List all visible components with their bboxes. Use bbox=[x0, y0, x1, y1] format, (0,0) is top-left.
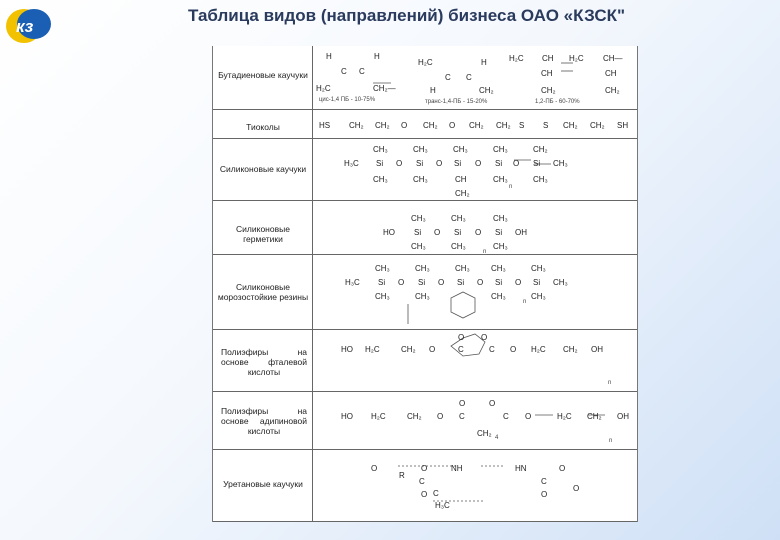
formula-atom: CH₃ bbox=[415, 264, 430, 273]
formula-atom: Si bbox=[495, 278, 503, 287]
formula-atom: HO bbox=[341, 412, 353, 421]
formula-atom: HN bbox=[515, 464, 527, 473]
logo-text: кз bbox=[16, 17, 34, 36]
formula-atom: SH bbox=[617, 121, 629, 130]
row-label-urethane: Уретановые каучуки bbox=[223, 479, 303, 489]
formula-atom: CH₃ bbox=[413, 175, 428, 184]
formula-atom: CH₂ bbox=[401, 345, 416, 354]
formula-atom: CH₂ bbox=[533, 145, 548, 154]
formula-atom: O bbox=[449, 121, 456, 130]
formula-atom: C bbox=[341, 67, 347, 76]
formula-atom: O bbox=[421, 464, 428, 473]
formula-atom: O bbox=[429, 345, 436, 354]
formula-atom: CH bbox=[605, 69, 617, 78]
formula-atom: H bbox=[326, 52, 332, 61]
formula-atom: O bbox=[371, 464, 378, 473]
formula-atom: H₃C bbox=[435, 501, 450, 510]
formula-atom: C bbox=[419, 477, 425, 486]
subscript-n: n bbox=[609, 438, 613, 444]
formula-atom: H₂C bbox=[371, 412, 386, 421]
formula-atom: CH₃ bbox=[533, 175, 548, 184]
subscript-n: n bbox=[608, 380, 612, 386]
formula-atom: C bbox=[458, 345, 464, 354]
column-divider bbox=[312, 391, 313, 449]
formula-atom: C bbox=[359, 67, 365, 76]
formula-atom: S bbox=[519, 121, 525, 130]
formula-atom: CH₂ bbox=[423, 121, 438, 130]
column-divider bbox=[312, 109, 313, 138]
row-divider bbox=[213, 449, 637, 450]
formula-atom: CH₃ bbox=[373, 145, 388, 154]
formula-atom: CH₂ bbox=[496, 121, 511, 130]
formula-atom: CH₃ bbox=[531, 264, 546, 273]
formula-atom: Si bbox=[495, 159, 503, 168]
formula-atom: CH₃ bbox=[411, 242, 426, 251]
formula-atom: CH₃ bbox=[493, 214, 508, 223]
formula-atom: O bbox=[515, 278, 522, 287]
formula-atom: O bbox=[437, 412, 444, 421]
formula-atom: CH₃ bbox=[451, 214, 466, 223]
formula-atom: HO bbox=[383, 228, 395, 237]
formula-atom: O bbox=[489, 399, 496, 408]
formula-atom: H bbox=[481, 58, 487, 67]
column-divider bbox=[312, 138, 313, 254]
formula-atom: Si bbox=[533, 159, 541, 168]
formula-atom: O bbox=[398, 278, 405, 287]
formula-atom: CH₂ bbox=[455, 189, 470, 198]
formula-atom: CH bbox=[455, 175, 467, 184]
formula-atom: C bbox=[466, 73, 472, 82]
subscript-n: n bbox=[523, 299, 527, 305]
formula-atom: O bbox=[481, 333, 488, 342]
formula-atom: CH— bbox=[603, 54, 623, 63]
row-divider bbox=[213, 254, 637, 255]
formula-atom: CH₃ bbox=[373, 175, 388, 184]
formula-atom: CH₃ bbox=[493, 175, 508, 184]
isomer-note: транс-1,4-ПБ - 15-20% bbox=[425, 99, 488, 105]
formula-atom: O bbox=[513, 159, 520, 168]
formula-atom: O bbox=[541, 490, 548, 499]
formula-atom: O bbox=[475, 228, 482, 237]
formula-atom: CH₃ bbox=[531, 292, 546, 301]
row-divider bbox=[213, 521, 637, 522]
column-divider bbox=[312, 46, 313, 109]
formula-atom: CH₃ bbox=[375, 292, 390, 301]
formula-atom: CH₃ bbox=[553, 159, 568, 168]
formula-atom: CH₂ bbox=[469, 121, 484, 130]
formula-atom: O bbox=[459, 399, 466, 408]
formula-atom: H bbox=[430, 86, 436, 95]
formula-atom: Si bbox=[533, 278, 541, 287]
formula-atom: CH₃ bbox=[411, 214, 426, 223]
formula-atom: O bbox=[438, 278, 445, 287]
formula-atom: CH₂ bbox=[563, 121, 578, 130]
formula-atom: R bbox=[399, 471, 405, 480]
formula-atom: H₂C bbox=[316, 84, 331, 93]
row-label-silicone-sealant: Силиконовые герметики bbox=[236, 224, 290, 244]
formula-atom: H₂C bbox=[365, 345, 380, 354]
formula-atom: O bbox=[434, 228, 441, 237]
isomer-note: цис-1,4 ПБ - 10-75% bbox=[319, 97, 376, 103]
formula-atom: C bbox=[541, 477, 547, 486]
row-divider bbox=[213, 138, 637, 139]
formula-atom: H₂C bbox=[557, 412, 572, 421]
formula-atom: O bbox=[477, 278, 484, 287]
formula-atom: OH bbox=[617, 412, 629, 421]
formula-atom: H₂C bbox=[569, 54, 584, 63]
formula-atom: OH bbox=[591, 345, 603, 354]
formula-atom: CH bbox=[541, 69, 553, 78]
formula-atom: H₂C bbox=[531, 345, 546, 354]
formula-atom: HS bbox=[319, 121, 331, 130]
formula-atom: O bbox=[401, 121, 408, 130]
formula-atom: CH₂ bbox=[375, 121, 390, 130]
formula-atom: CH₂ bbox=[477, 429, 492, 438]
formula-atom: O bbox=[525, 412, 532, 421]
formula-atom: C bbox=[433, 489, 439, 498]
formula-atom: O bbox=[396, 159, 403, 168]
formula-atom: CH₂ bbox=[479, 86, 494, 95]
formula-atom: H₂C bbox=[418, 58, 433, 67]
formula-atom: H bbox=[374, 52, 380, 61]
formula-atom: S bbox=[543, 121, 549, 130]
formula-atom: CH₃ bbox=[491, 264, 506, 273]
formula-atom: O bbox=[458, 333, 465, 342]
formula-atom: Si bbox=[454, 159, 462, 168]
business-table bbox=[212, 46, 638, 522]
formula-atom: Si bbox=[418, 278, 426, 287]
formula-atom: C bbox=[459, 412, 465, 421]
formula-atom: Si bbox=[454, 228, 462, 237]
formula-atom: O bbox=[559, 464, 566, 473]
row-divider bbox=[213, 329, 637, 330]
formula-atom: CH₃ bbox=[413, 145, 428, 154]
formula-atom: CH₂ bbox=[587, 412, 602, 421]
formula-atom: CH₃ bbox=[455, 264, 470, 273]
formula-atom: O bbox=[510, 345, 517, 354]
formula-atom: CH₃ bbox=[415, 292, 430, 301]
row-label-silicone-rubber: Силиконовые каучуки bbox=[219, 164, 307, 174]
formula-atom: O bbox=[573, 484, 580, 493]
formula-atom: O bbox=[421, 490, 428, 499]
row-divider bbox=[213, 109, 637, 110]
formula-atom: Si bbox=[414, 228, 422, 237]
formula-atom: CH₃ bbox=[491, 292, 506, 301]
formula-atom: O bbox=[475, 159, 482, 168]
formula-atom: 4 bbox=[495, 435, 499, 441]
formula-atom: C bbox=[503, 412, 509, 421]
formula-atom: C bbox=[489, 345, 495, 354]
formula-atom: Si bbox=[457, 278, 465, 287]
formula-atom: CH₂ bbox=[605, 86, 620, 95]
formula-atom: CH₃ bbox=[451, 242, 466, 251]
formula-atom: CH₂ bbox=[407, 412, 422, 421]
formula-atom: CH₃ bbox=[493, 145, 508, 154]
formula-atom: O bbox=[436, 159, 443, 168]
page-title: Таблица видов (направлений) бизнеса ОАО «КЗСК" bbox=[188, 6, 626, 25]
formula-atom: C bbox=[445, 73, 451, 82]
formula-atom: CH₂ bbox=[541, 86, 556, 95]
formula-atom: NH bbox=[451, 464, 463, 473]
column-divider bbox=[312, 449, 313, 521]
formula-atom: H₂C bbox=[509, 54, 524, 63]
subscript-n: n bbox=[483, 249, 487, 255]
column-divider bbox=[312, 254, 313, 391]
row-label-polyester-adipic: Полиэфиры на основе адипиновой кислоты bbox=[221, 406, 307, 436]
formula-atom: CH₂ bbox=[563, 345, 578, 354]
row-label-silicone-frost: Силиконовые морозостойкие резины bbox=[217, 282, 309, 302]
row-divider bbox=[213, 200, 637, 201]
formula-atom: H₃C bbox=[344, 159, 359, 168]
row-divider bbox=[213, 391, 637, 392]
formula-atom: CH bbox=[542, 54, 554, 63]
formula-atom: CH₂ bbox=[590, 121, 605, 130]
formula-atom: Si bbox=[495, 228, 503, 237]
formula-atom: CH₃ bbox=[375, 264, 390, 273]
formula-atom: CH₂— bbox=[373, 84, 396, 93]
isomer-note: 1,2-ПБ - 60-70% bbox=[535, 99, 580, 105]
row-label-butadiene: Бутадиеновые каучуки bbox=[218, 70, 308, 80]
formula-atom: HO bbox=[341, 345, 353, 354]
subscript-n: n bbox=[509, 184, 513, 190]
formula-atom: CH₃ bbox=[453, 145, 468, 154]
company-logo bbox=[4, 4, 52, 46]
formula-atom: Si bbox=[416, 159, 424, 168]
formula-atom: CH₃ bbox=[493, 242, 508, 251]
formula-atom: CH₂ bbox=[349, 121, 364, 130]
formula-atom: CH₃ bbox=[553, 278, 568, 287]
formula-atom: OH bbox=[515, 228, 527, 237]
formula-atom: H₃C bbox=[345, 278, 360, 287]
row-label-polyester-phthalic: Полиэфиры на основе фталевой кислоты bbox=[221, 347, 307, 377]
row-label-thiokol: Тиоколы bbox=[246, 122, 280, 132]
formula-atom: Si bbox=[376, 159, 384, 168]
formula-atom: Si bbox=[378, 278, 386, 287]
